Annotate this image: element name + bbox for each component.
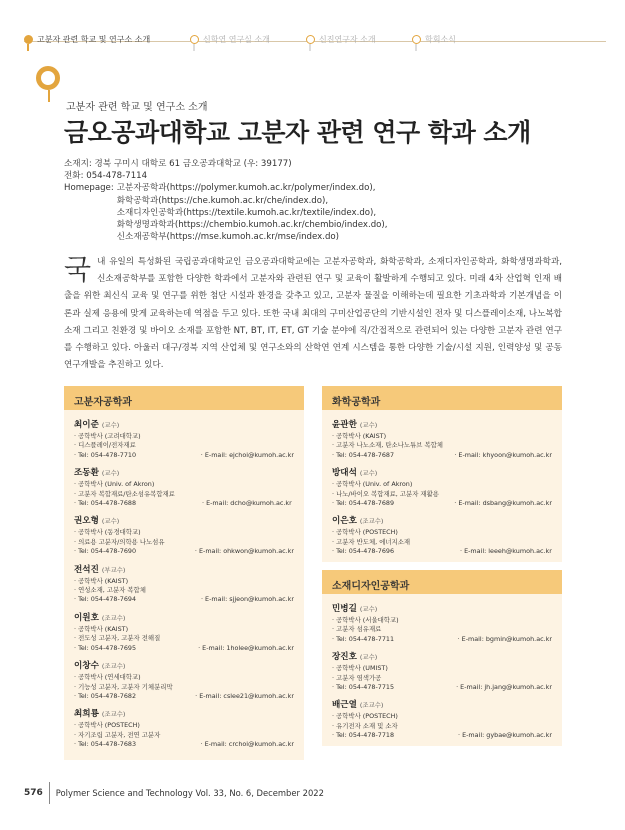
person-detail: · 공학박사 (연세대학교) xyxy=(74,673,141,682)
person-tel: · Tel: 054-478-7682 xyxy=(74,691,137,700)
person-rank: (교수) xyxy=(101,421,120,429)
person-name: 전석진 xyxy=(74,564,99,575)
intro-paragraph xyxy=(64,254,562,374)
person-entry xyxy=(332,466,552,508)
person-name-line xyxy=(74,563,294,575)
person-name: 방대석 xyxy=(332,468,357,479)
person-entry xyxy=(74,563,294,605)
person-name: 권오형 xyxy=(74,516,99,527)
person-rank: (조교수) xyxy=(359,517,384,526)
person-name-line xyxy=(332,418,552,430)
person-rank: (조교수) xyxy=(359,701,384,710)
person-tel: · Tel: 054-478-7715 xyxy=(332,683,395,692)
journal-info: Polymer Science and Technology Vol. 33, No. 6, December 2022 xyxy=(55,788,324,798)
person-name-line xyxy=(74,659,294,671)
nav-tab-researchers[interactable] xyxy=(306,34,376,45)
person-detail: · 공학박사 (서울대학교) xyxy=(332,616,399,624)
person-tel: · Tel: 054-478-7688 xyxy=(74,499,137,508)
nav-dot-icon xyxy=(306,35,315,44)
person-entry xyxy=(74,707,294,749)
person-detail: · 고분자 염색가공 xyxy=(332,673,382,682)
person-detail: · 고분자 나노소재, 탄소나노튜브 복합체 xyxy=(332,441,443,450)
person-email[interactable]: · E-mail: 1holee@kumoh.ac.kr xyxy=(198,643,294,652)
dept-people xyxy=(64,410,304,762)
person-contact xyxy=(74,547,294,556)
person-name: 최이준 xyxy=(74,420,99,430)
person-name-line xyxy=(332,514,552,526)
person-detail: · 나노/바이오 복합재료, 고분자 재활용 xyxy=(332,489,439,498)
person-detail: · 고분자 반도체, 에너지소재 xyxy=(332,537,411,546)
dept-people xyxy=(322,594,562,753)
person-rank: (부교수) xyxy=(101,565,126,574)
person-rank: (교수) xyxy=(359,605,378,613)
person-name-line xyxy=(332,466,552,478)
nav-tab-label: 신학연 연구실 소개 xyxy=(203,35,270,44)
nav-tab-schools[interactable] xyxy=(24,34,150,45)
person-tel: · Tel: 054-478-7690 xyxy=(74,547,137,556)
homepage-list xyxy=(117,182,388,243)
person-detail: · 의료용 고분자/의학용 나노섬유 xyxy=(74,537,165,546)
person-name-line xyxy=(332,698,552,710)
nav-tab-label: 고분자 관련 학교 및 연구소 소개 xyxy=(37,35,151,44)
person-entry xyxy=(332,698,552,740)
address: 소재지: 경북 구미시 대학로 61 금오공과대학교 (우: 39177) xyxy=(64,159,292,169)
person-contact xyxy=(74,451,294,460)
person-email[interactable]: · E-mail: bgmin@kumoh.ac.kr xyxy=(457,634,552,643)
dept-box-material-design xyxy=(322,570,562,746)
person-tel: · Tel: 054-478-7696 xyxy=(332,547,395,556)
person-name-line xyxy=(332,602,552,614)
homepage-block xyxy=(64,182,388,243)
person-detail: · 기능성 고분자, 고분자 기체분리막 xyxy=(74,682,173,691)
person-detail: · 디스플레이/전자재료 xyxy=(74,441,136,450)
person-contact xyxy=(332,683,552,692)
intro-text: 내 유일의 특성화된 국립공과대학교인 금오공과대학교에는 고분자공학과, 화학공학과, 소재디자인공학과, 화학생명과학과, 신소재공학부를 포함한 다양한 학과에서 고분자와 관련된 연구 및 교육이 활발하게 수행되고 있다. 미래 4차 산업혁 인재 배출을 위한 최신식 교육 및 연구를 위한 첨단 시설과 환경을 갖추고 있고, 고분자 물질을 이해하는데 필요한 기초과학과 기본개념을 이론과 실제 응용에 맞게 교육하는데 역점을 두고 있다. 또한 국내 최대의 구미산업공단의 기반시설인 전자 및 디스플레이소재, 나노복합소재 그리고 친환경 및 바이오 소재를 포함한 NT, BT, IT, ET, GT 기술 분야에 직/간접적으로 관련되어 있는 다양한 고분자 관련 연구를 수행하고 있다. 아울러 대구/경북 지역 산업체 및 연구소와의 산학연 연계 시스템을 통한 다양한 기술/시설 지원, 인력양성 및 공동연구개발을 추진하고 있다. xyxy=(64,257,562,371)
person-contact xyxy=(74,595,294,604)
person-email[interactable]: · E-mail: cslee21@kumoh.ac.kr xyxy=(195,691,294,700)
person-email[interactable]: · E-mail: khyoon@kumoh.ac.kr xyxy=(454,450,552,459)
person-detail: · 공학박사 (UMIST) xyxy=(332,664,388,673)
person-detail: · 공학박사 (KAIST) xyxy=(332,432,387,440)
person-detail: · 공학박사 (고려대학교) xyxy=(74,432,141,440)
homepage-link[interactable]: 신소재공학부(https://mse.kumoh.ac.kr/mse/index.do) xyxy=(116,232,340,243)
person-email[interactable]: · E-mail: leeeh@kumoh.ac.kr xyxy=(460,547,552,556)
person-detail: · 연성소재, 고분자 복합체 xyxy=(74,586,146,595)
section-nav xyxy=(0,30,625,54)
person-email[interactable]: · E-mail: ejchoi@kumoh.ac.kr xyxy=(200,450,294,459)
person-name: 배근열 xyxy=(332,700,357,711)
person-name-line xyxy=(74,611,294,623)
page-number: 576 xyxy=(24,788,43,798)
person-entry xyxy=(332,602,552,644)
person-name-line xyxy=(332,650,552,662)
person-entry xyxy=(74,514,294,556)
person-rank: (조교수) xyxy=(101,662,126,671)
person-tel: · Tel: 054-478-7710 xyxy=(74,450,137,459)
person-name: 조동환 xyxy=(74,468,99,479)
nav-tab-label: 신진연구자 소개 xyxy=(319,35,376,44)
section-marker-icon xyxy=(36,66,60,90)
person-name: 이창수 xyxy=(74,661,99,672)
person-rank: (교수) xyxy=(101,517,120,526)
person-detail: · 자기조립 고분자, 전연 고분자 xyxy=(74,730,161,739)
dept-heading: 화학공학과 xyxy=(322,386,562,410)
person-tel: · Tel: 054-478-7718 xyxy=(332,731,395,740)
nav-tab-labs[interactable] xyxy=(190,34,270,45)
footer-divider xyxy=(49,782,50,804)
person-contact xyxy=(74,692,294,701)
person-tel: · Tel: 054-478-7711 xyxy=(332,634,395,643)
person-name: 민병길 xyxy=(332,604,357,614)
person-detail: · 공학박사 (Univ. of Akron) xyxy=(332,480,413,489)
person-email[interactable]: · E-mail: jh.jang@kumoh.ac.kr xyxy=(456,683,552,692)
person-entry xyxy=(332,514,552,556)
person-email[interactable]: · E-mail: crchoi@kumoh.ac.kr xyxy=(200,740,294,749)
dept-box-polymer xyxy=(64,386,304,760)
homepage-link[interactable]: 화학공학과(https://che.kumoh.ac.kr/che/index.do), xyxy=(116,195,329,206)
person-name-line xyxy=(74,418,294,430)
person-name-line xyxy=(74,707,294,719)
phone: 전화: 054-478-7114 xyxy=(64,171,148,182)
person-entry xyxy=(332,418,552,460)
person-entry xyxy=(74,659,294,701)
person-contact xyxy=(74,644,294,653)
person-entry xyxy=(332,650,552,692)
person-detail: · 공학박사 (KAIST) xyxy=(74,624,129,633)
person-detail: · 고분자 복합재료/탄소섬유복합재료 xyxy=(74,489,175,498)
person-tel: · Tel: 054-478-7689 xyxy=(332,499,395,508)
person-detail: · 공학박사 (POSTECH) xyxy=(332,712,398,721)
page-title: 금오공과대학교 고분자 관련 연구 학과 소개 xyxy=(64,118,531,147)
person-rank: (교수) xyxy=(359,653,378,662)
dept-people xyxy=(322,410,562,569)
dept-box-chemeng xyxy=(322,386,562,562)
dept-heading: 소재디자인공학과 xyxy=(322,570,562,594)
person-name: 윤관한 xyxy=(332,420,357,430)
person-name: 장진호 xyxy=(332,652,357,663)
person-email[interactable]: · E-mail: ohkwon@kumoh.ac.kr xyxy=(194,547,294,556)
homepage-label: Homepage: xyxy=(64,183,114,194)
person-email[interactable]: · E-mail: sjjeon@kumoh.ac.kr xyxy=(200,595,294,604)
person-entry xyxy=(74,466,294,508)
person-contact xyxy=(332,547,552,556)
person-name: 이은호 xyxy=(332,516,357,527)
person-contact xyxy=(74,740,294,749)
person-detail: · 공학박사 (동경대학교) xyxy=(74,528,141,537)
nav-dot-icon xyxy=(412,35,421,44)
person-detail: · 전도성 고분자, 고분자 전해질 xyxy=(74,634,161,643)
person-entry xyxy=(74,418,294,460)
section-kicker: 고분자 관련 학교 및 연구소 소개 xyxy=(66,102,208,113)
person-contact xyxy=(332,635,552,644)
person-contact xyxy=(332,731,552,740)
person-contact xyxy=(74,499,294,508)
person-email[interactable]: · E-mail: dsbang@kumoh.ac.kr xyxy=(454,499,552,508)
person-name: 이원호 xyxy=(74,612,99,623)
nav-dot-icon xyxy=(190,35,199,44)
person-detail: · 유기전자 소재 및 소자 xyxy=(332,721,398,730)
person-rank: (조교수) xyxy=(101,613,126,622)
homepage-link[interactable]: 소재디자인공학과(https://textile.kumoh.ac.kr/textile/index.do), xyxy=(116,207,377,218)
person-rank: (조교수) xyxy=(101,710,126,719)
person-rank: (교수) xyxy=(359,421,378,429)
person-tel: · Tel: 054-478-7694 xyxy=(74,595,137,604)
person-rank: (교수) xyxy=(359,469,378,478)
person-detail: · 공학박사 (Univ. of Akron) xyxy=(74,480,155,489)
person-name-line xyxy=(74,466,294,478)
person-name: 최희룡 xyxy=(74,709,99,720)
person-detail: · 공학박사 (POSTECH) xyxy=(74,721,140,730)
person-contact xyxy=(332,451,552,460)
person-tel: · Tel: 054-478-7687 xyxy=(332,450,395,459)
nav-dot-icon xyxy=(24,35,33,44)
nav-tab-news[interactable] xyxy=(412,34,456,45)
person-tel: · Tel: 054-478-7695 xyxy=(74,643,137,652)
homepage-link[interactable]: 고분자공학과(https://polymer.kumoh.ac.kr/polymer/index.do), xyxy=(116,183,376,194)
dept-heading: 고분자공학과 xyxy=(64,386,304,410)
drop-cap: 국 xyxy=(64,253,92,286)
person-name-line xyxy=(74,514,294,526)
person-tel: · Tel: 054-478-7683 xyxy=(74,740,137,749)
nav-tab-label: 학회소식 xyxy=(425,35,456,44)
person-detail: · 고분자 섬유재료 xyxy=(332,625,382,634)
person-detail: · 공학박사 (POSTECH) xyxy=(332,528,398,537)
contact-info xyxy=(64,158,388,243)
person-email[interactable]: · E-mail: dcho@kumoh.ac.kr xyxy=(202,499,292,508)
person-email[interactable]: · E-mail: gybae@kumoh.ac.kr xyxy=(458,731,552,740)
homepage-link[interactable]: 화학생명과학과(https://chembio.kumoh.ac.kr/chembio/index.do), xyxy=(116,220,388,231)
person-entry xyxy=(74,611,294,653)
page-footer xyxy=(24,782,324,804)
person-contact xyxy=(332,499,552,508)
person-rank: (교수) xyxy=(101,469,120,478)
person-detail: · 공학박사 (KAIST) xyxy=(74,576,129,585)
